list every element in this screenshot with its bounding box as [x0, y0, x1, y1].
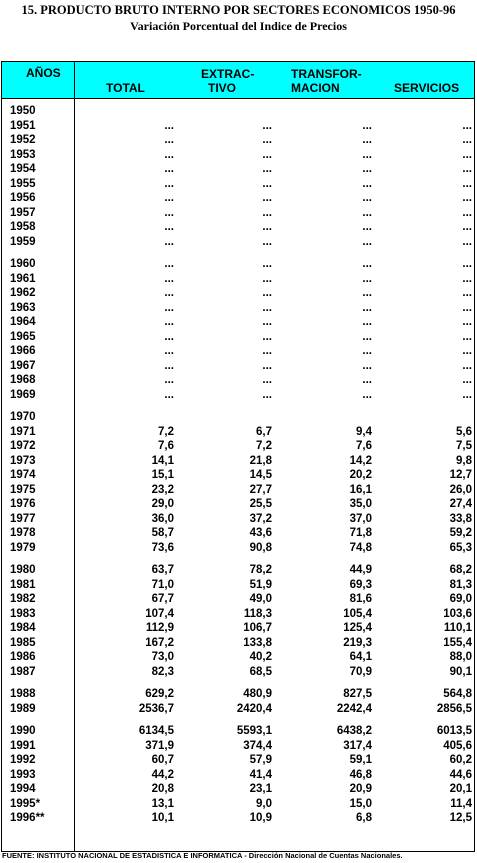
extractivo-cell: 27,7 [249, 483, 272, 496]
table-header [1, 61, 475, 99]
transformacion-cell: ... [362, 134, 372, 146]
transformacion-cell: 70,9 [349, 665, 372, 678]
servicios-cell: 11,4 [450, 797, 472, 810]
year-cell: 1986 [10, 651, 36, 663]
servicios-cell: ... [462, 163, 472, 175]
extractivo-cell: ... [262, 330, 272, 343]
transformacion-cell: 14,2 [349, 454, 372, 467]
header-total: TOTAL [106, 81, 145, 95]
year-cell: 1976 [10, 498, 36, 510]
servicios-cell: ... [462, 345, 472, 357]
year-cell: 1975 [10, 483, 36, 496]
transformacion-cell: ... [362, 206, 372, 219]
extractivo-cell: 10,9 [249, 812, 272, 824]
transformacion-cell: 20,2 [349, 469, 372, 481]
servicios-cell: 12,7 [449, 469, 472, 481]
servicios-cell: 564,8 [443, 688, 472, 700]
total-cell: 73,6 [151, 541, 174, 554]
total-cell: 71,0 [151, 578, 174, 591]
servicios-cell: 405,6 [443, 739, 472, 752]
table-row [2, 315, 474, 330]
servicios-cell: ... [462, 192, 472, 204]
year-cell: 1955 [10, 177, 36, 190]
transformacion-cell: ... [362, 388, 372, 401]
table-row [2, 768, 474, 783]
transformacion-cell: 44,9 [349, 564, 372, 576]
transformacion-cell: 37,0 [349, 512, 372, 525]
extractivo-cell: 78,2 [249, 564, 272, 576]
extractivo-cell: 37,2 [249, 512, 272, 525]
total-cell: 7,2 [158, 425, 174, 438]
extractivo-cell: 49,0 [249, 593, 272, 605]
year-cell: 1990 [10, 725, 36, 737]
extractivo-cell: ... [262, 148, 272, 161]
servicios-cell: 59,2 [449, 527, 472, 539]
year-cell: 1995* [10, 797, 41, 810]
table-row [2, 104, 474, 119]
servicios-cell: ... [462, 177, 472, 190]
extractivo-cell: 2420,4 [236, 702, 272, 715]
servicios-cell: 26,0 [449, 483, 472, 496]
transformacion-cell: 69,3 [349, 578, 372, 591]
year-cell: 1953 [10, 148, 36, 161]
servicios-cell: 5,6 [456, 425, 472, 438]
servicios-cell: ... [462, 258, 472, 270]
year-cell: 1989 [10, 702, 36, 715]
table-row [2, 133, 474, 148]
servicios-cell: 44,6 [449, 768, 472, 781]
year-cell: 1996** [10, 812, 45, 824]
total-cell: 60,7 [151, 754, 174, 766]
transformacion-cell: 71,8 [349, 527, 372, 539]
year-cell: 1960 [10, 258, 36, 270]
table-row [2, 665, 474, 680]
transformacion-cell: ... [362, 119, 372, 132]
servicios-cell: ... [462, 316, 472, 328]
table-row [2, 592, 474, 607]
transformacion-cell: 46,8 [349, 768, 372, 781]
total-cell: 6134,5 [138, 725, 174, 737]
total-cell: ... [164, 301, 174, 314]
servicios-cell: ... [462, 148, 472, 161]
extractivo-cell: 9,0 [256, 797, 272, 810]
year-cell: 1950 [10, 105, 36, 117]
extractivo-cell: 41,4 [249, 768, 272, 781]
table-row [2, 162, 474, 177]
year-cell: 1954 [10, 163, 36, 175]
table-row [2, 344, 474, 359]
data-table [1, 99, 475, 852]
year-cell: 1962 [10, 287, 36, 299]
extractivo-cell: 51,9 [249, 578, 272, 591]
extractivo-cell: 106,7 [243, 622, 272, 634]
servicios-cell: 65,3 [449, 541, 472, 554]
transformacion-cell: ... [362, 235, 372, 248]
total-cell: 167,2 [145, 636, 174, 649]
servicios-cell: 6013,5 [436, 725, 472, 737]
year-cell: 1979 [10, 541, 36, 554]
extractivo-cell: 480,9 [243, 688, 272, 700]
year-cell: 1971 [10, 425, 36, 438]
total-cell: 371,9 [145, 739, 174, 752]
source-footnote: FUENTE: INSTITUTO NACIONAL DE ESTADISTICA E INFORMATICA - Dirección Nacional de Cuentas Nacionales. [2, 851, 403, 860]
total-cell: 2536,7 [138, 702, 174, 715]
extractivo-cell: ... [262, 388, 272, 401]
total-cell: 112,9 [145, 622, 174, 634]
table-row [2, 425, 474, 440]
total-cell: 36,0 [151, 512, 174, 525]
servicios-cell: 12,5 [449, 812, 472, 824]
transformacion-cell: ... [362, 374, 372, 386]
year-cell: 1978 [10, 527, 36, 539]
total-cell: ... [164, 316, 174, 328]
transformacion-cell: ... [362, 287, 372, 299]
transformacion-cell: ... [362, 345, 372, 357]
table-row [2, 235, 474, 250]
total-cell: 58,7 [151, 527, 174, 539]
transformacion-cell: 2242,4 [336, 702, 372, 715]
servicios-cell: ... [462, 206, 472, 219]
transformacion-cell: 6438,2 [336, 725, 372, 737]
extractivo-cell: 14,5 [249, 469, 272, 481]
transformacion-cell: ... [362, 272, 372, 285]
extractivo-cell: ... [262, 134, 272, 146]
total-cell: 63,7 [151, 564, 174, 576]
total-cell: 67,7 [151, 593, 174, 605]
year-cell: 1993 [10, 768, 36, 781]
extractivo-cell: ... [262, 206, 272, 219]
table-row [2, 621, 474, 636]
total-cell: 82,3 [151, 665, 174, 678]
servicios-cell: ... [462, 374, 472, 386]
year-cell: 1992 [10, 754, 36, 766]
year-cell: 1982 [10, 593, 36, 605]
table-row [2, 811, 474, 826]
table-row [2, 410, 474, 425]
year-cell: 1983 [10, 607, 36, 620]
servicios-cell: 27,4 [449, 498, 472, 510]
extractivo-cell: ... [262, 177, 272, 190]
total-cell: ... [164, 134, 174, 146]
total-cell: 629,2 [145, 688, 174, 700]
table-row [2, 753, 474, 768]
servicios-cell: ... [462, 119, 472, 132]
servicios-cell: ... [462, 221, 472, 233]
header-transformacion-line2: MACION [291, 81, 340, 95]
year-cell: 1958 [10, 221, 36, 233]
year-cell: 1984 [10, 622, 36, 634]
year-cell: 1988 [10, 688, 36, 700]
year-cell: 1974 [10, 469, 36, 481]
transformacion-cell: ... [362, 359, 372, 372]
year-cell: 1956 [10, 192, 36, 204]
extractivo-cell: ... [262, 221, 272, 233]
table-row [2, 119, 474, 134]
total-cell: ... [164, 163, 174, 175]
year-cell: 1970 [10, 411, 36, 423]
transformacion-cell: ... [362, 316, 372, 328]
extractivo-cell: ... [262, 287, 272, 299]
servicios-cell: 110,1 [443, 622, 472, 634]
table-row [2, 330, 474, 345]
table-row [2, 782, 474, 797]
servicios-cell: ... [462, 301, 472, 314]
transformacion-cell: ... [362, 221, 372, 233]
transformacion-cell: 64,1 [349, 651, 372, 663]
transformacion-cell: ... [362, 163, 372, 175]
table-row [2, 439, 474, 454]
table-row [2, 483, 474, 498]
year-cell: 1981 [10, 578, 36, 591]
total-cell: 20,8 [151, 783, 174, 795]
extractivo-cell: 68,5 [249, 665, 272, 678]
extractivo-cell: 7,2 [256, 440, 272, 452]
transformacion-cell: ... [362, 258, 372, 270]
total-cell: ... [164, 287, 174, 299]
servicios-cell: 7,5 [456, 440, 472, 452]
servicios-cell: ... [462, 388, 472, 401]
extractivo-cell: 6,7 [256, 425, 272, 438]
servicios-cell: ... [462, 134, 472, 146]
total-cell: ... [164, 148, 174, 161]
table-row [2, 388, 474, 403]
extractivo-cell: ... [262, 163, 272, 175]
extractivo-cell: 43,6 [249, 527, 272, 539]
transformacion-cell: 35,0 [349, 498, 372, 510]
table-row [2, 454, 474, 469]
transformacion-cell: 20,9 [349, 783, 372, 795]
table-row [2, 301, 474, 316]
extractivo-cell: ... [262, 119, 272, 132]
year-cell: 1973 [10, 454, 36, 467]
header-servicios: SERVICIOS [394, 81, 460, 95]
year-cell: 1963 [10, 301, 36, 314]
extractivo-cell: 374,4 [243, 739, 272, 752]
total-cell: ... [164, 330, 174, 343]
table-row [2, 177, 474, 192]
transformacion-cell: 125,4 [343, 622, 372, 634]
servicios-cell: 103,6 [443, 607, 472, 620]
extractivo-cell: 57,9 [249, 754, 272, 766]
servicios-cell: 68,2 [449, 564, 472, 576]
transformacion-cell: 317,4 [343, 739, 372, 752]
transformacion-cell: 219,3 [343, 636, 372, 649]
total-cell: 73,0 [151, 651, 174, 663]
year-cell: 1951 [10, 119, 36, 132]
table-row [2, 257, 474, 272]
servicios-cell: 60,2 [449, 754, 472, 766]
servicios-cell: 9,8 [456, 454, 472, 467]
servicios-cell: ... [462, 235, 472, 248]
extractivo-cell: ... [262, 316, 272, 328]
year-cell: 1952 [10, 134, 36, 146]
total-cell: 10,1 [151, 812, 174, 824]
table-row [2, 702, 474, 717]
extractivo-cell: ... [262, 345, 272, 357]
extractivo-cell: 90,8 [249, 541, 272, 554]
transformacion-cell: 6,8 [356, 812, 372, 824]
extractivo-cell: ... [262, 359, 272, 372]
transformacion-cell: 7,6 [356, 440, 372, 452]
extractivo-cell: 118,3 [243, 607, 272, 620]
year-cell: 1969 [10, 388, 36, 401]
year-cell: 1985 [10, 636, 36, 649]
header-transformacion-line1: TRANSFOR- [291, 67, 362, 81]
year-cell: 1991 [10, 739, 36, 752]
extractivo-cell: 23,1 [249, 783, 272, 795]
total-cell: 107,4 [145, 607, 174, 620]
total-cell: ... [164, 192, 174, 204]
table-row [2, 687, 474, 702]
table-row [2, 724, 474, 739]
year-cell: 1987 [10, 665, 36, 678]
year-cell: 1964 [10, 316, 36, 328]
transformacion-cell: ... [362, 192, 372, 204]
table-row [2, 286, 474, 301]
transformacion-cell: 74,8 [349, 541, 372, 554]
table-row [2, 512, 474, 527]
year-cell: 1980 [10, 564, 36, 576]
total-cell: ... [164, 258, 174, 270]
transformacion-cell: 81,6 [349, 593, 372, 605]
table-row [2, 541, 474, 556]
year-cell: 1968 [10, 374, 36, 386]
extractivo-cell: 25,5 [249, 498, 272, 510]
transformacion-cell: 59,1 [349, 754, 372, 766]
total-cell: 13,1 [151, 797, 174, 810]
transformacion-cell: 15,0 [349, 797, 372, 810]
extractivo-cell: ... [262, 258, 272, 270]
table-row [2, 578, 474, 593]
header-years: AÑOS [26, 66, 61, 80]
header-extractivo-line1: EXTRAC- [201, 67, 255, 81]
table-row [2, 636, 474, 651]
year-cell: 1994 [10, 783, 36, 795]
total-cell: ... [164, 235, 174, 248]
year-cell: 1977 [10, 512, 36, 525]
servicios-cell: 20,1 [449, 783, 472, 795]
table-row [2, 191, 474, 206]
table-row [2, 468, 474, 483]
table-row [2, 359, 474, 374]
servicios-cell: 33,8 [449, 512, 472, 525]
total-cell: ... [164, 388, 174, 401]
servicios-cell: ... [462, 287, 472, 299]
header-divider [74, 62, 75, 98]
total-cell: ... [164, 119, 174, 132]
header-extractivo-line2: TIVO [208, 81, 237, 95]
servicios-cell: ... [462, 330, 472, 343]
transformacion-cell: ... [362, 301, 372, 314]
table-row [2, 272, 474, 287]
year-cell: 1959 [10, 235, 36, 248]
extractivo-cell: ... [262, 374, 272, 386]
page-subtitle: Variación Porcentual del Indice de Precios [130, 19, 347, 33]
extractivo-cell: ... [262, 192, 272, 204]
table-row [2, 650, 474, 665]
year-cell: 1967 [10, 359, 36, 372]
extractivo-cell: 40,2 [249, 651, 272, 663]
total-cell: 44,2 [151, 768, 174, 781]
total-cell: 29,0 [151, 498, 174, 510]
transformacion-cell: ... [362, 148, 372, 161]
table-row [2, 563, 474, 578]
transformacion-cell: 827,5 [343, 688, 372, 700]
transformacion-cell: ... [362, 330, 372, 343]
total-cell: ... [164, 177, 174, 190]
transformacion-cell: 16,1 [349, 483, 372, 496]
servicios-cell: ... [462, 359, 472, 372]
servicios-cell: 88,0 [449, 651, 472, 663]
year-cell: 1957 [10, 206, 36, 219]
total-cell: 7,6 [158, 440, 174, 452]
table-row [2, 797, 474, 812]
total-cell: 23,2 [151, 483, 174, 496]
total-cell: 14,1 [151, 454, 174, 467]
table-row [2, 206, 474, 221]
total-cell: ... [164, 359, 174, 372]
year-cell: 1961 [10, 272, 36, 285]
servicios-cell: ... [462, 272, 472, 285]
table-row [2, 220, 474, 235]
year-cell: 1972 [10, 440, 36, 452]
total-cell: ... [164, 374, 174, 386]
servicios-cell: 2856,5 [436, 702, 472, 715]
table-row [2, 739, 474, 754]
servicios-cell: 155,4 [443, 636, 472, 649]
table-row [2, 497, 474, 512]
transformacion-cell: 105,4 [343, 607, 372, 620]
transformacion-cell: ... [362, 177, 372, 190]
extractivo-cell: ... [262, 301, 272, 314]
extractivo-cell: 133,8 [243, 636, 272, 649]
servicios-cell: 81,3 [449, 578, 472, 591]
total-cell: ... [164, 206, 174, 219]
year-cell: 1965 [10, 330, 36, 343]
extractivo-cell: 5593,1 [236, 725, 272, 737]
page-title: 15. PRODUCTO BRUTO INTERNO POR SECTORES ECONOMICOS 1950-96 [21, 3, 456, 17]
transformacion-cell: 9,4 [356, 425, 372, 438]
extractivo-cell: ... [262, 235, 272, 248]
table-row [2, 148, 474, 163]
total-cell: 15,1 [151, 469, 174, 481]
servicios-cell: 69,0 [449, 593, 472, 605]
table-row [2, 607, 474, 622]
total-cell: ... [164, 345, 174, 357]
table-row [2, 526, 474, 541]
total-cell: ... [164, 221, 174, 233]
extractivo-cell: ... [262, 272, 272, 285]
table-row [2, 373, 474, 388]
servicios-cell: 90,1 [449, 665, 472, 678]
year-cell: 1966 [10, 345, 36, 357]
total-cell: ... [164, 272, 174, 285]
extractivo-cell: 21,8 [249, 454, 272, 467]
